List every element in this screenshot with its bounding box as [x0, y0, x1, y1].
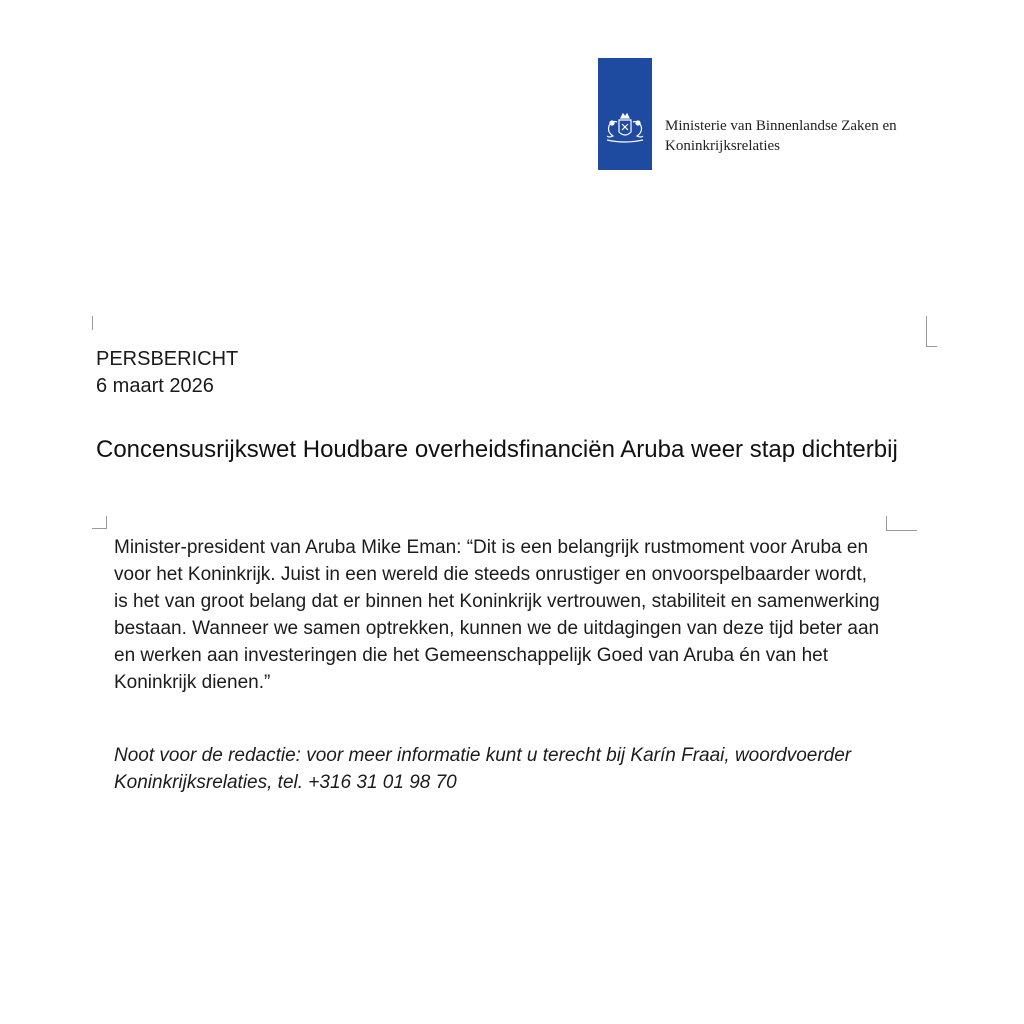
- crop-mark-bottom-right: [886, 516, 917, 531]
- ministry-name-line1: Ministerie van Binnenlandse Zaken en: [665, 118, 897, 134]
- ministry-name: [665, 116, 965, 156]
- headline: Concensusrijkswet Houdbare overheidsfinanciën Aruba weer stap dichterbij: [96, 436, 898, 463]
- press-release-label: PERSBERICHT: [96, 348, 239, 370]
- crop-mark-bottom-left: [92, 516, 107, 529]
- editor-note: Noot voor de redactie: voor meer informatie kunt u terecht bij Karín Fraai, woordvoerder Koninkrijksrelaties, tel. +316 31 01 98 70: [114, 745, 852, 793]
- coat-of-arms-icon: [601, 112, 649, 146]
- ministry-logo-bar: [598, 58, 652, 170]
- ministry-name-line2: Koninkrijksrelaties: [665, 138, 780, 154]
- press-release-date: 6 maart 2026: [96, 375, 214, 397]
- crop-mark-top-left: [92, 316, 101, 330]
- crop-mark-top-right: [926, 316, 937, 347]
- quote-paragraph: Minister-president van Aruba Mike Eman: “Dit is een belangrijk rustmoment voor Aruba en voor het Koninkrijk. Juist in een wereld die steeds onrustiger en onvoorspelbaarder wordt, is het van groot belang dat er binnen het Koninkrijk vertrouwen, stabiliteit en samenwerking bestaan. Wanneer we samen optrekken, kunnen we de uitdagingen van deze tijd beter aan en werken aan investeringen die het Gemeenschappelijk Goed van Aruba én van het Koninkrijk dienen.”: [114, 537, 880, 693]
